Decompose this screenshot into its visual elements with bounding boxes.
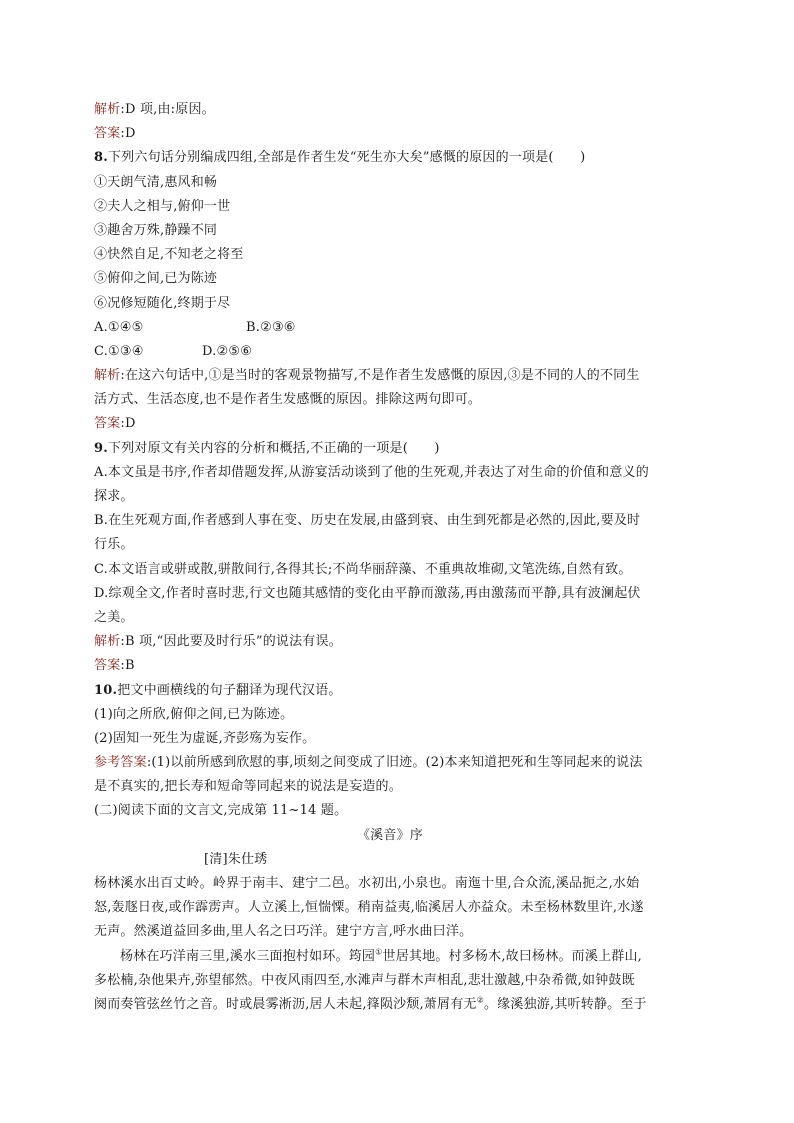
explanation-label: 解析 bbox=[94, 634, 121, 650]
q8-item: ③趣舍万殊,静躁不同 bbox=[94, 222, 218, 238]
option-a-cont: 探求。 bbox=[94, 489, 134, 504]
q8-item: ②夫人之相与,俯仰一世 bbox=[94, 198, 231, 214]
q10-sentence-1: (1)向之所欣,俯仰之间,已为陈迹。 bbox=[94, 706, 294, 722]
explanation-label: 解析 bbox=[94, 102, 121, 117]
answer-label: 答案 bbox=[94, 126, 121, 142]
passage-paragraph-2-line: 多松楠,杂他果卉,弥望郁然。中夜风雨四至,水滩声与群木声相乱,悲壮激越,中杂希微,如钟鼓既 bbox=[94, 972, 635, 988]
q8-item: ⑤俯仰之间,已为陈迹 bbox=[94, 271, 218, 287]
option-a: A.①④⑤ bbox=[94, 319, 144, 335]
answer-line: 答案:B bbox=[94, 658, 135, 674]
passage-author: [清]朱仕琇 bbox=[204, 851, 268, 867]
option-d: D.综观全文,作者时喜时悲,行文也随其感情的变化由平静而激荡,再由激荡而平静,具有波澜起伏 bbox=[94, 585, 641, 601]
answer-line: 答案:D bbox=[94, 416, 136, 432]
passage-paragraph-2-line: 杨林在巧洋南三里,溪水三面抱村如环。筠园①世居其地。村多杨木,故曰杨林。而溪上群山, bbox=[120, 947, 642, 964]
answer-label: 答案 bbox=[94, 658, 121, 674]
answer-label: 答案 bbox=[94, 416, 121, 432]
footnote-marker: ① bbox=[375, 947, 383, 957]
option-c: C.①③④ bbox=[94, 343, 144, 359]
option-c: C.本文语言或骈或散,骈散间行,各得其长;不尚华丽辞藻、不重典故堆砌,文笔洗练,自然有致。 bbox=[94, 561, 632, 577]
passage-paragraph-2-line: 阕而奏管弦丝竹之音。时或晨雾淅沥,居人未起,箨陨沙颓,萧屑有无②。缘溪独游,其听转静。至于 bbox=[94, 995, 647, 1012]
document-page bbox=[94, 98, 706, 1017]
answer-line: 答案:D bbox=[94, 126, 136, 142]
explanation-line-cont: 活方式、生活态度,也不是作者生发感慨的原因。排除这两句即可。 bbox=[94, 392, 482, 408]
option-d: D.②⑤⑥ bbox=[202, 343, 253, 359]
explanation-line: 解析:B 项,“因此要及时行乐”的说法有误。 bbox=[94, 634, 342, 650]
option-b: B.②③⑥ bbox=[246, 319, 296, 335]
option-b-cont: 行乐。 bbox=[94, 537, 134, 553]
footnote-marker: ② bbox=[476, 995, 484, 1005]
q8-options-row-2 bbox=[94, 340, 706, 364]
explanation-label: 解析 bbox=[94, 368, 121, 384]
q8-options-row-1 bbox=[94, 316, 706, 340]
reference-answer-cont: 是不真实的,把长寿和短命等同起来的说法是妄造的。 bbox=[94, 779, 402, 795]
q8-item: ⑥况修短随化,终期于尽 bbox=[94, 295, 231, 311]
passage-paragraph-1-line: 杨林溪水出百丈岭。岭界于南丰、建宁二邑。水初出,小泉也。南迤十里,合众流,溪品扼之,水始 bbox=[94, 876, 640, 891]
question-number: 9. bbox=[94, 440, 108, 456]
question-9: 9.下列对原文有关内容的分析和概括,不正确的一项是( ) bbox=[94, 440, 440, 456]
q8-item: ①天朗气清,惠风和畅 bbox=[94, 174, 218, 190]
q8-item: ④快然自足,不知老之将至 bbox=[94, 247, 244, 263]
option-a: A.本文虽是书序,作者却借题发挥,从游宴活动谈到了他的生死观,并表达了对生命的价值和意义的 bbox=[94, 464, 649, 480]
option-b: B.在生死观方面,作者感到人事在变、历史在发展,由盛到衰、由生到死都是必然的,因此,要及时 bbox=[94, 513, 641, 529]
question-10: 10.把文中画横线的句子翻译为现代汉语。 bbox=[94, 682, 342, 698]
reference-answer-label: 参考答案 bbox=[94, 755, 147, 771]
passage-paragraph-1-line: 无声。然溪道益回多曲,里人名之曰巧洋。建宁方言,呼水曲曰洋。 bbox=[94, 924, 473, 940]
question-number: 8. bbox=[94, 150, 108, 166]
passage-title: 《溪音》序 bbox=[356, 827, 423, 843]
section-heading: (二)阅读下面的文言文,完成第 11~14 题。 bbox=[94, 803, 348, 819]
reference-answer-line: 参考答案:(1)以前所感到欣慰的事,顷刻之间变成了旧迹。(2)本来知道把死和生等同起来的说法 bbox=[94, 755, 643, 771]
question-number: 10. bbox=[94, 682, 118, 698]
explanation-line: 解析:在这六句话中,①是当时的客观景物描写,不是作者生发感慨的原因,③是不同的人的不同生 bbox=[94, 368, 640, 384]
passage-paragraph-1-line: 怒,轰豗日夜,或作霹雳声。人立溪上,恒惴慄。稍南益夷,临溪居人亦益众。未至杨林数里许,水遂 bbox=[94, 900, 644, 916]
q10-sentence-2: (2)固知一死生为虚诞,齐彭殇为妄作。 bbox=[94, 730, 316, 746]
explanation-line: 解析:D 项,由:原因。 bbox=[94, 102, 215, 117]
question-8: 8.下列六句话分别编成四组,全部是作者生发“死生亦大矣”感慨的原因的一项是( ) bbox=[94, 150, 586, 166]
option-d-cont: 之美。 bbox=[94, 609, 134, 625]
